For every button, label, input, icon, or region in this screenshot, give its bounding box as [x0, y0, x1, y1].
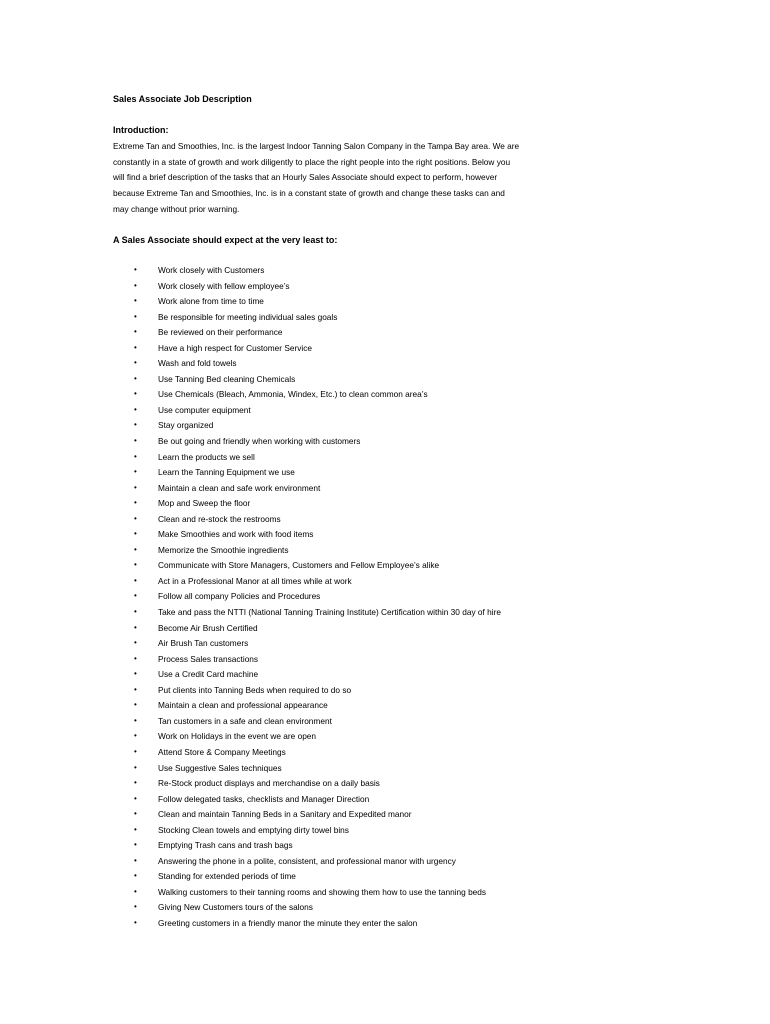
bullet-icon: •	[134, 871, 137, 881]
bullet-icon: •	[134, 607, 137, 617]
list-item-text: Follow delegated tasks, checklists and Manager Direction	[158, 793, 370, 804]
bullet-icon: •	[134, 824, 137, 834]
list-item-text: Become Air Brush Certified	[158, 622, 258, 633]
list-item-text: Use Suggestive Sales techniques	[158, 762, 282, 773]
bullet-icon: •	[134, 653, 137, 663]
list-item-text: Communicate with Store Managers, Customers and Fellow Employee’s alike	[158, 560, 440, 571]
bullet-icon: •	[134, 451, 137, 461]
list-item-text: Stocking Clean towels and emptying dirty towel bins	[158, 824, 349, 835]
bullet-icon: •	[134, 622, 137, 632]
task-list-heading: A Sales Associate should expect at the very least to:	[113, 235, 338, 245]
list-item-text: Clean and re-stock the restrooms	[158, 513, 281, 524]
bullet-icon: •	[134, 809, 137, 819]
list-item-text: Learn the Tanning Equipment we use	[158, 467, 295, 478]
intro-line: because Extreme Tan and Smoothies, Inc. is in a constant state of growth and change these tasks can and	[113, 188, 505, 199]
list-item-text: Wash and fold towels	[158, 358, 237, 369]
bullet-icon: •	[134, 591, 137, 601]
bullet-icon: •	[134, 762, 137, 772]
list-item-text: Giving New Customers tours of the salons	[158, 902, 313, 913]
bullet-icon: •	[134, 840, 137, 850]
bullet-icon: •	[134, 296, 137, 306]
list-item-text: Follow all company Policies and Procedures	[158, 591, 321, 602]
bullet-icon: •	[134, 280, 137, 290]
list-item-text: Be reviewed on their performance	[158, 327, 283, 338]
bullet-icon: •	[134, 389, 137, 399]
bullet-icon: •	[134, 793, 137, 803]
document-title: Sales Associate Job Description	[113, 94, 252, 104]
list-item-text: Memorize the Smoothie ingredients	[158, 544, 289, 555]
list-item-text: Greeting customers in a friendly manor the minute they enter the salon	[158, 917, 418, 928]
intro-paragraph	[113, 139, 553, 217]
bullet-icon: •	[134, 420, 137, 430]
bullet-icon: •	[134, 544, 137, 554]
bullet-icon: •	[134, 560, 137, 570]
bullet-icon: •	[134, 731, 137, 741]
bullet-icon: •	[134, 638, 137, 648]
bullet-icon: •	[134, 327, 137, 337]
bullet-icon: •	[134, 917, 137, 927]
list-item-text: Put clients into Tanning Beds when required to do so	[158, 684, 352, 695]
list-item-text: Air Brush Tan customers	[158, 638, 249, 649]
list-item-text: Attend Store & Company Meetings	[158, 746, 286, 757]
bullet-icon: •	[134, 265, 137, 274]
bullet-icon: •	[134, 498, 137, 508]
intro-line: Extreme Tan and Smoothies, Inc. is the largest Indoor Tanning Salon Company in the Tampa Bay area. We are	[113, 141, 520, 151]
list-item-text: Work closely with Customers	[158, 265, 265, 275]
list-item-text: Maintain a clean and safe work environment	[158, 482, 321, 493]
list-item-text: Use Tanning Bed cleaning Chemicals	[158, 373, 296, 384]
bullet-icon: •	[134, 715, 137, 725]
bullet-icon: •	[134, 700, 137, 710]
bullet-icon: •	[134, 373, 137, 383]
bullet-icon: •	[134, 436, 137, 446]
intro-line: constantly in a state of growth and work diligently to place the right people into the right positions. Below you	[113, 156, 511, 167]
bullet-icon: •	[134, 342, 137, 352]
list-item-text: Maintain a clean and professional appearance	[158, 700, 328, 711]
intro-line: may change without prior warning.	[113, 203, 240, 214]
intro-heading: Introduction:	[113, 125, 169, 135]
list-item-text: Take and pass the NTTI (National Tanning Training Institute) Certification within 30 day of hire	[158, 607, 501, 618]
bullet-icon: •	[134, 902, 137, 912]
bullet-icon: •	[134, 684, 137, 694]
list-item-text: Act in a Professional Manor at all times while at work	[158, 575, 352, 586]
bullet-icon: •	[134, 513, 137, 523]
bullet-icon: •	[134, 855, 137, 865]
intro-line: will find a brief description of the tasks that an Hourly Sales Associate should expect to perform, however	[113, 172, 498, 183]
bullet-icon: •	[134, 746, 137, 756]
list-item-text: Use Chemicals (Bleach, Ammonia, Windex, Etc.) to clean common area’s	[158, 389, 428, 400]
list-item-text: Be responsible for meeting individual sales goals	[158, 311, 338, 322]
bullet-icon: •	[134, 778, 137, 788]
list-item-text: Emptying Trash cans and trash bags	[158, 840, 293, 851]
bullet-icon: •	[134, 358, 137, 368]
bullet-icon: •	[134, 669, 137, 679]
bullet-icon: •	[134, 467, 137, 477]
list-item-text: Use computer equipment	[158, 404, 251, 415]
list-item-text: Have a high respect for Customer Service	[158, 342, 313, 353]
list-item-text: Process Sales transactions	[158, 653, 259, 664]
list-item-text: Re-Stock product displays and merchandise on a daily basis	[158, 778, 380, 789]
bullet-icon: •	[134, 404, 137, 414]
list-item-text: Tan customers in a safe and clean environment	[158, 715, 332, 726]
list-item-text: Make Smoothies and work with food items	[158, 529, 314, 540]
list-item-text: Walking customers to their tanning rooms and showing them how to use the tanning beds	[158, 886, 487, 897]
list-item-text: Mop and Sweep the floor	[158, 498, 251, 509]
bullet-icon: •	[134, 311, 137, 321]
bullet-icon: •	[134, 529, 137, 539]
list-item-text: Learn the products we sell	[158, 451, 255, 462]
list-item-text: Answering the phone in a polite, consistent, and professional manor with urgency	[158, 855, 456, 866]
bullet-icon: •	[134, 482, 137, 492]
list-item-text: Clean and maintain Tanning Beds in a Sanitary and Expedited manor	[158, 809, 412, 820]
list-item-text: Work on Holidays in the event we are open	[158, 731, 317, 742]
list-item-text: Work alone from time to time	[158, 296, 264, 307]
bullet-icon: •	[134, 575, 137, 585]
list-item-text: Be out going and friendly when working with customers	[158, 436, 361, 447]
list-item-text: Stay organized	[158, 420, 214, 431]
bullet-icon: •	[134, 886, 137, 896]
list-item-text: Work closely with fellow employee’s	[158, 280, 290, 291]
list-item-text: Use a Credit Card machine	[158, 669, 259, 680]
list-item-text: Standing for extended periods of time	[158, 871, 296, 882]
